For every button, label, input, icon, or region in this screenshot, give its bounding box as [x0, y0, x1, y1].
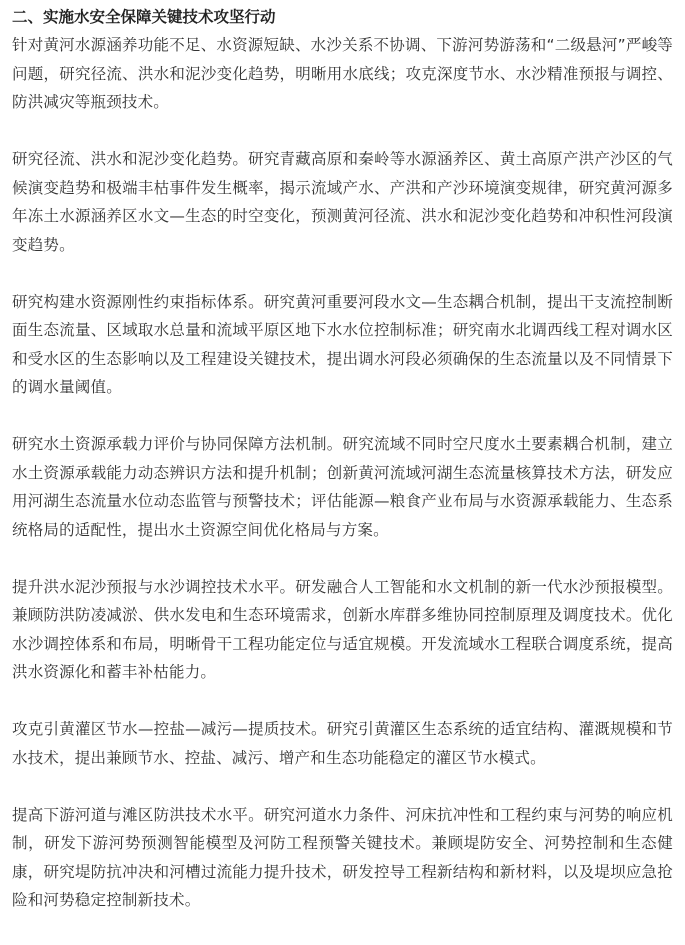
- section-heading: 二、实施水安全保障关键技术攻坚行动: [12, 8, 276, 26]
- paragraph-water-resource-constraints: 研究构建水资源刚性约束指标体系。研究黄河重要河段水文—生态耦合机制，提出干支流控制断面生态流量、区域取水总量和流域平原区地下水水位控制标准；研究南水北调西线工程对调水区和受水区的生态影响以及工程建设关键技术，提出调水河段必须确保的生态流量以及不同情景下的调水量阈值。: [12, 292, 673, 396]
- paragraph-irrigation-water-saving: 攻克引黄灌区节水—控盐—减污—提质技术。研究引黄灌区生态系统的适宜结构、灌溉规模和节水技术，提出兼顾节水、控盐、减污、增产和生态功能稳定的灌区节水模式。: [12, 720, 673, 767]
- paragraph-carrying-capacity: 研究水土资源承载力评价与协同保障方法机制。研究流域不同时空尺度水土要素耦合机制，建立水土资源承载能力动态辨识方法和提升机制；创新黄河流域河湖生态流量核算技术方法，研发应用河湖生态流量水位动态监管与预警技术；评估能源—粮食产业布局与水资源承载能力、生态系统格局的适配性，提出水土资源空间优化格局与方案。: [12, 435, 673, 539]
- paragraph-intro: 针对黄河水源涵养功能不足、水资源短缺、水沙关系不协调、下游河势游荡和“二级悬河”严峻等问题，研究径流、洪水和泥沙变化趋势，明晰用水底线；攻克深度节水、水沙精准预报与调控、防洪减灾等瓶颈技术。: [12, 36, 673, 111]
- paragraph-runoff-flood-sediment: 研究径流、洪水和泥沙变化趋势。研究青藏高原和秦岭等水源涵养区、黄土高原产洪产沙区的气候演变趋势和极端丰枯事件发生概率，揭示流域产水、产洪和产沙环境演变规律，研究黄河源多年冻土水源涵养区水文—生态的时空变化，预测黄河径流、洪水和泥沙变化趋势和冲积性河段演变趋势。: [12, 150, 673, 254]
- paragraph-lower-river-flood-control: 提高下游河道与滩区防洪技术水平。研究河道水力条件、河床抗冲性和工程约束与河势的响应机制，研发下游河势预测智能模型及河防工程预警关键技术。兼顾堤防安全、河势控制和生态健康，研究堤防抗冲决和河槽过流能力提升技术，研发控导工程新结构和新材料，以及堤坝应急抢险和河势稳定控制新技术。: [12, 805, 673, 909]
- paragraph-flood-sediment-forecast: 提升洪水泥沙预报与水沙调控技术水平。研发融合人工智能和水文机制的新一代水沙预报模型。兼顾防洪防凌减淤、供水发电和生态环境需求，创新水库群多维协同控制原理及调度技术。优化水沙调控体系和布局，明晰骨干工程功能定位与适宜规模。开发流域水工程联合调度系统，提高洪水资源化和蓄丰补枯能力。: [12, 577, 673, 681]
